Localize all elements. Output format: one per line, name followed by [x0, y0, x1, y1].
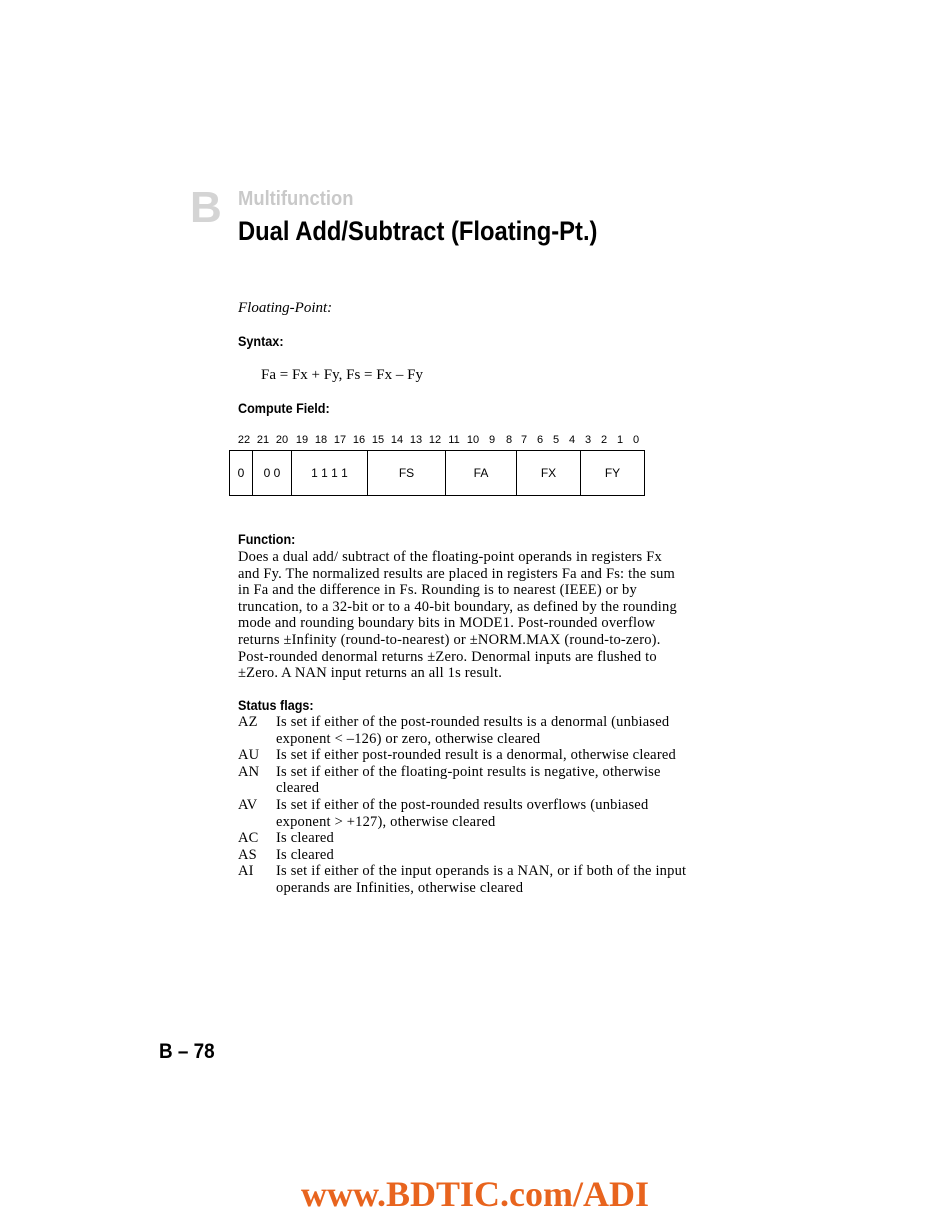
flag-description: Is cleared — [276, 846, 334, 863]
bit-number: 20 — [275, 434, 289, 446]
paragraph-line: returns ±Infinity (round-to-nearest) or ±NORM.MAX (round-to-zero). — [238, 631, 661, 648]
paragraph-line: Does a dual add/ subtract of the floating-point operands in registers Fx — [238, 549, 662, 565]
floating-point-label: Floating-Point: — [238, 300, 333, 316]
watermark-link[interactable]: www.BDTIC.com/ADI — [300, 1174, 649, 1214]
bit-number: 21 — [256, 434, 270, 446]
flag-description: exponent < –126) or zero, otherwise cleared — [276, 730, 541, 747]
bit-number: 6 — [536, 434, 544, 446]
flag-item-as — [238, 847, 758, 864]
chapter-letter: B — [190, 183, 222, 232]
bit-number: 15 — [371, 434, 385, 446]
flag-code: AI — [238, 863, 254, 880]
flag-code: AN — [238, 763, 260, 780]
field-cell-fy: FY — [604, 466, 621, 480]
flag-description: Is set if either of the input operands is a NAN, or if both of the input — [276, 863, 687, 880]
field-cell-fs: FS — [368, 451, 446, 495]
flag-description: operands are Infinities, otherwise cleared — [276, 879, 524, 896]
flag-description: exponent > +127), otherwise cleared — [276, 813, 496, 830]
page-number: B – 78 — [159, 1040, 215, 1063]
flag-description: Is set if either of the post-rounded results overflows (unbiased — [276, 796, 649, 813]
flag-code: AU — [238, 747, 260, 764]
bit-number: 12 — [428, 434, 442, 446]
field-cell: 0 0 — [253, 451, 292, 495]
bit-number: 18 — [314, 434, 328, 446]
flag-item-ac — [238, 830, 758, 847]
compute-field-table — [229, 450, 645, 496]
flag-item-au — [238, 747, 758, 764]
paragraph-line: ±Zero. A NAN input returns an all 1s result. — [238, 665, 503, 682]
bit-number: 8 — [505, 434, 513, 446]
flag-description: Is cleared — [276, 830, 334, 847]
bit-number: 9 — [488, 434, 496, 446]
flag-code: AC — [238, 830, 259, 847]
paragraph-line: and Fy. The normalized results are placed in registers Fa and Fs: the sum — [238, 565, 676, 582]
flag-item-az — [238, 714, 758, 747]
field-cell-fx: FX — [517, 451, 581, 495]
flag-code: AZ — [238, 714, 258, 730]
bit-number: 1 — [616, 434, 624, 446]
flag-item-av — [238, 797, 758, 830]
bit-number: 5 — [552, 434, 560, 446]
flag-code: AS — [238, 846, 257, 863]
compute-field-heading: Compute Field: — [238, 400, 330, 416]
bit-number: 3 — [584, 434, 592, 446]
page-title: Dual Add/Subtract (Floating-Pt.) — [238, 216, 598, 246]
flag-code: AV — [238, 796, 258, 813]
bit-number: 13 — [409, 434, 423, 446]
function-heading: Function: — [238, 531, 296, 547]
bit-number: 2 — [600, 434, 608, 446]
paragraph-line: Post-rounded denormal returns ±Zero. Denormal inputs are flushed to — [238, 648, 657, 665]
paragraph-line: truncation, to a 32-bit or to a 40-bit boundary, as defined by the rounding — [238, 598, 677, 615]
bit-number: 17 — [333, 434, 347, 446]
paragraph-line: in Fa and the difference in Fs. Rounding is to nearest (IEEE) or by — [238, 582, 637, 599]
bit-number: 0 — [632, 434, 640, 446]
bit-number: 11 — [448, 434, 460, 446]
flag-description: Is set if either of the post-rounded results is a denormal (unbiased — [276, 714, 670, 730]
syntax-heading: Syntax: — [238, 333, 284, 349]
flag-description: cleared — [276, 780, 320, 797]
flag-description: Is set if either post-rounded result is a denormal, otherwise cleared — [276, 747, 676, 764]
status-flags-heading: Status flags: — [238, 697, 314, 713]
syntax-line: Fa = Fx + Fy, Fs = Fx – Fy — [261, 367, 423, 383]
field-cell: 1 1 1 1 — [292, 451, 368, 495]
field-cell: 0 — [230, 451, 253, 495]
bit-number: 14 — [390, 434, 404, 446]
function-paragraph — [238, 549, 743, 682]
flag-item-an — [238, 764, 758, 797]
flag-item-ai — [238, 863, 758, 896]
bit-number: 10 — [466, 434, 480, 446]
flag-description: Is set if either of the floating-point results is negative, otherwise — [276, 763, 661, 780]
paragraph-line: mode and rounding boundary bits in MODE1. Post-rounded overflow — [238, 615, 656, 632]
section-label: Multifunction — [238, 188, 354, 210]
field-cell-fa: FA — [446, 451, 517, 495]
bit-number: 19 — [295, 434, 309, 446]
bit-number: 22 — [237, 434, 251, 446]
status-flags-list — [238, 714, 758, 897]
bit-number: 7 — [520, 434, 528, 446]
bit-number: 16 — [352, 434, 366, 446]
bit-number: 4 — [568, 434, 576, 446]
